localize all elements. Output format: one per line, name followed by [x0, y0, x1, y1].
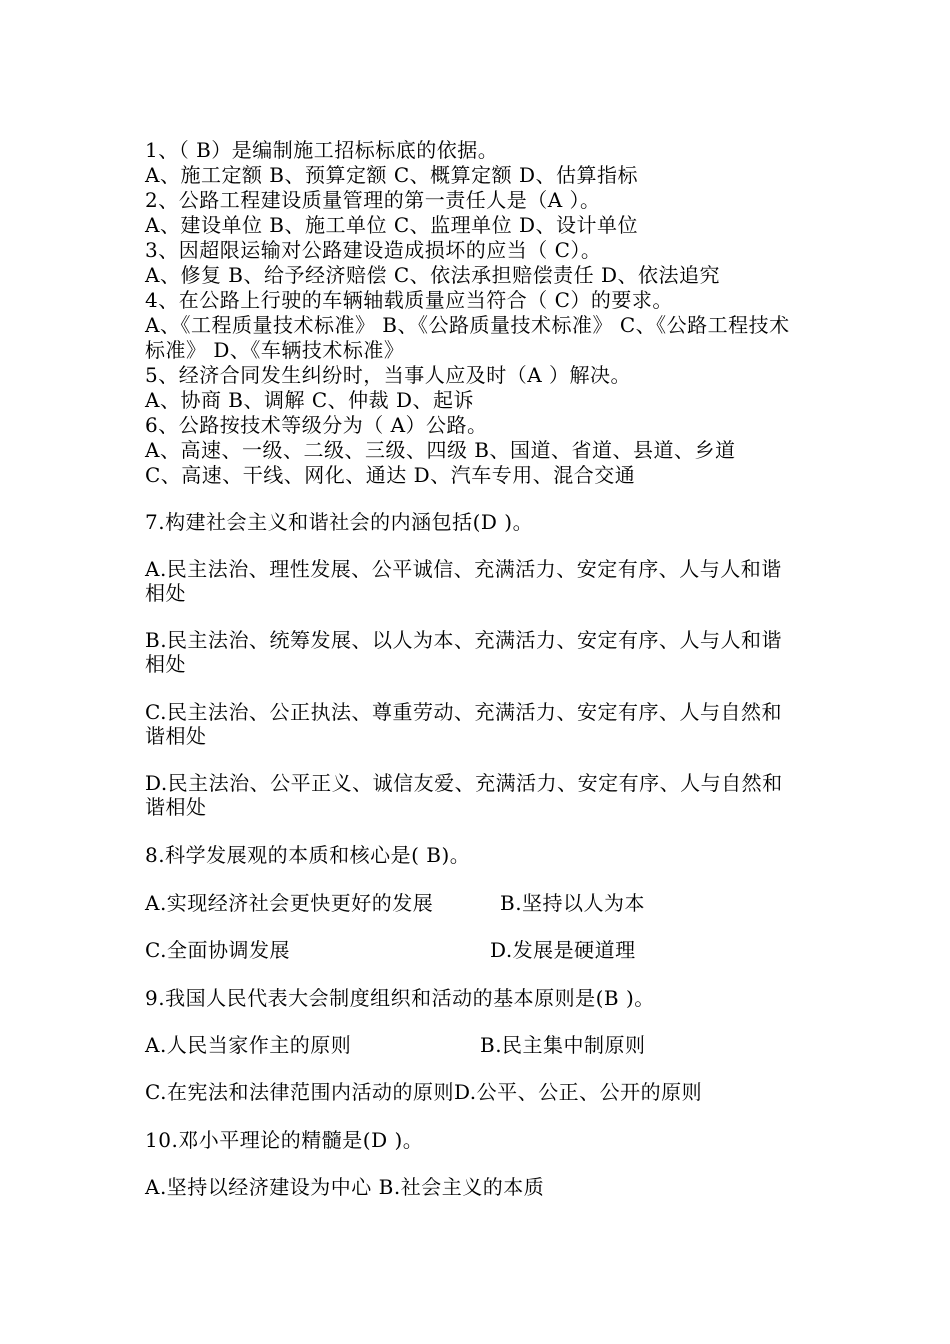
- q8-option-a: A.实现经济社会更快更好的发展: [145, 891, 434, 915]
- q7-option-d-line1: D.民主法治、公平正义、诚信友爱、充满活力、安定有序、人与自然和: [145, 771, 783, 795]
- q1-question: 1、（ B）是编制施工招标标底的依据。: [145, 138, 499, 162]
- q4-options-line2: 标准》 D、《车辆技术标准》: [145, 338, 405, 362]
- q9-question: 9.我国人民代表大会制度组织和活动的基本原则是(B )。: [145, 986, 655, 1010]
- q7-option-a-line2: 相处: [145, 581, 186, 605]
- q6-options-line2: C、高速、干线、网化、通达 D、汽车专用、混合交通: [145, 463, 636, 487]
- q9-option-c-d: C.在宪法和法律范围内活动的原则D.公平、公正、公开的原则: [145, 1080, 703, 1104]
- q7-question: 7.构建社会主义和谐社会的内涵包括(D )。: [145, 510, 534, 534]
- q8-option-b: B.坚持以人为本: [500, 891, 646, 915]
- q3-question: 3、因超限运输对公路建设造成损坏的应当（ C）。: [145, 238, 602, 262]
- q7-option-b-line2: 相处: [145, 652, 186, 676]
- q8-question: 8.科学发展观的本质和核心是( B)。: [145, 843, 471, 867]
- q7-option-c-line1: C.民主法治、公正执法、尊重劳动、充满活力、安定有序、人与自然和: [145, 700, 782, 724]
- q9-option-b: B.民主集中制原则: [480, 1033, 646, 1057]
- q8-option-c: C.全面协调发展: [145, 938, 290, 962]
- q10-question: 10.邓小平理论的精髓是(D )。: [145, 1128, 424, 1152]
- q6-options-line1: A、高速、一级、二级、三级、四级 B、国道、省道、县道、乡道: [145, 438, 736, 462]
- q1-options: A、施工定额 B、预算定额 C、概算定额 D、估算指标: [145, 163, 639, 187]
- q9-option-a: A.人民当家作主的原则: [145, 1033, 352, 1057]
- q2-options: A、建设单位 B、施工单位 C、监理单位 D、设计单位: [145, 213, 639, 237]
- q5-question: 5、经济合同发生纠纷时，当事人应及时（A ）解决。: [145, 363, 632, 387]
- q8-option-d: D.发展是硬道理: [490, 938, 636, 962]
- q7-option-b-line1: B.民主法治、统筹发展、以人为本、充满活力、安定有序、人与人和谐: [145, 628, 783, 652]
- q4-question: 4、在公路上行驶的车辆轴载质量应当符合（ C）的要求。: [145, 288, 673, 312]
- q6-question: 6、公路按技术等级分为（ A）公路。: [145, 413, 488, 437]
- q10-option-a-b: A.坚持以经济建设为中心 B.社会主义的本质: [145, 1175, 545, 1199]
- q5-options: A、协商 B、调解 C、仲裁 D、起诉: [145, 388, 475, 412]
- q3-options: A、修复 B、给予经济赔偿 C、依法承担赔偿责任 D、依法追究: [145, 263, 721, 287]
- q7-option-c-line2: 谐相处: [145, 724, 207, 748]
- q7-option-d-line2: 谐相处: [145, 795, 207, 819]
- q7-option-a-line1: A.民主法治、理性发展、公平诚信、充满活力、安定有序、人与人和谐: [145, 557, 782, 581]
- q2-question: 2、公路工程建设质量管理的第一责任人是（A ）。: [145, 188, 601, 212]
- q4-options-line1: A、《工程质量技术标准》 B、《公路质量技术标准》 C、《公路工程技术: [145, 313, 790, 337]
